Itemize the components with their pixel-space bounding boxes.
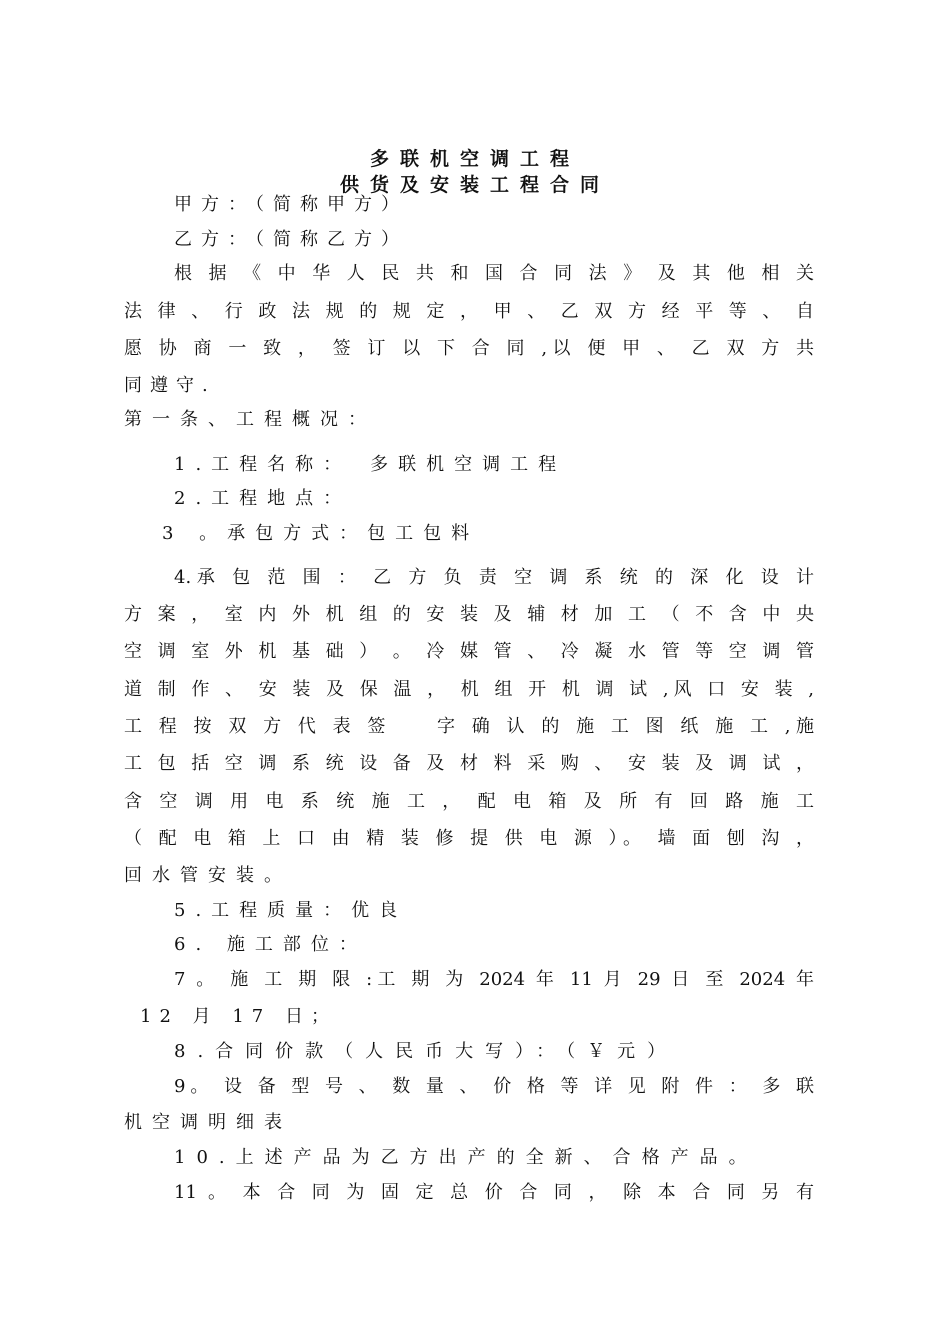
party-b-line: 乙方：（简称乙方） [174,229,408,250]
document-title-line-2: 供货及安装工程合同 [339,174,610,196]
item-9-equipment-line-2: 机空调明细表 [124,1112,292,1133]
item-3-contract-method: 3 。承包方式：包工包料 [162,523,480,544]
document-title-line-1: 多联机空调工程 [369,148,580,170]
item-7-period-line-1: 7 。 施 工 期 限 :工 期 为 2024 年 11 月 29 日 至 2024 年 [174,969,814,990]
item-4-scope-line-3: 空 调 室 外 机 基 础 ） 。 冷 媒 管 、 冷 凝 水 管 等 空 调 管 [124,641,814,662]
item-11-fixed-price-line-1: 11 。 本 合 同 为 固 定 总 价 合 同 ， 除 本 合 同 另 有 [174,1182,814,1203]
item-4-scope-line-6: 工 包 括 空 调 系 统 设 备 及 材 料 采 购 、 安 装 及 调 试 ， [124,753,814,774]
item-9-equipment-line-1: 9。 设 备 型 号 、 数 量 、 价 格 等 详 见 附 件 ： 多 联 [174,1076,814,1097]
party-a-line: 甲方：（简称甲方） [174,194,408,215]
item-4-scope-line-8: （ 配 电 箱 上 口 由 精 装 修 提 供 电 源 ）。 墙 面 刨 沟 ， [124,828,814,849]
item-4-scope-line-1: 4.承 包 范 围 ： 乙 方 负 责 空 调 系 统 的 深 化 设 计 [174,567,814,588]
item-4-scope-line-4: 道 制 作 、 安 装 及 保 温 ， 机 组 开 机 调 试 ,风 口 安 装 , [124,679,814,700]
item-4-scope-line-7: 含 空 调 用 电 系 统 施 工 ， 配 电 箱 及 所 有 回 路 施 工 [124,791,814,812]
item-4-scope-line-5: 工 程 按 双 方 代 表 签 字 确 认 的 施 工 图 纸 施 工 ,施 [124,716,814,737]
article-1-heading: 第一条、工程概况： [124,409,376,430]
item-7-period-line-2: 12 月 17 日； [140,1006,337,1027]
item-10-product-statement: 10.上述产品为乙方出产的全新、合格产品。 [174,1147,758,1168]
item-8-contract-price: 8.合同价款（人民币大写）：（￥元） [174,1041,678,1062]
item-1-project-name: 1.工程名称： 多联机空调工程 [174,454,567,475]
item-4-scope-line-2: 方 案 ， 室 内 外 机 组 的 安 装 及 辅 材 加 工 （ 不 含 中 央 [124,604,814,625]
preamble-line-2: 法 律 、 行 政 法 规 的 规 定 ， 甲 、 乙 双 方 经 平 等 、 自 [124,301,814,322]
item-5-quality: 5.工程质量：优良 [174,900,408,921]
preamble-line-4: 同遵守. [124,375,216,396]
item-4-scope-line-9: 回水管安装。 [124,865,292,886]
item-6-construction-part: 6. 施工部位： [174,934,367,955]
preamble-line-1: 根 据 《 中 华 人 民 共 和 国 合 同 法 》 及 其 他 相 关 [174,263,814,284]
preamble-line-3: 愿 协 商 一 致 ， 签 订 以 下 合 同 ,以 便 甲 、 乙 双 方 共 [124,338,814,359]
item-2-project-location: 2.工程地点： [174,488,352,509]
